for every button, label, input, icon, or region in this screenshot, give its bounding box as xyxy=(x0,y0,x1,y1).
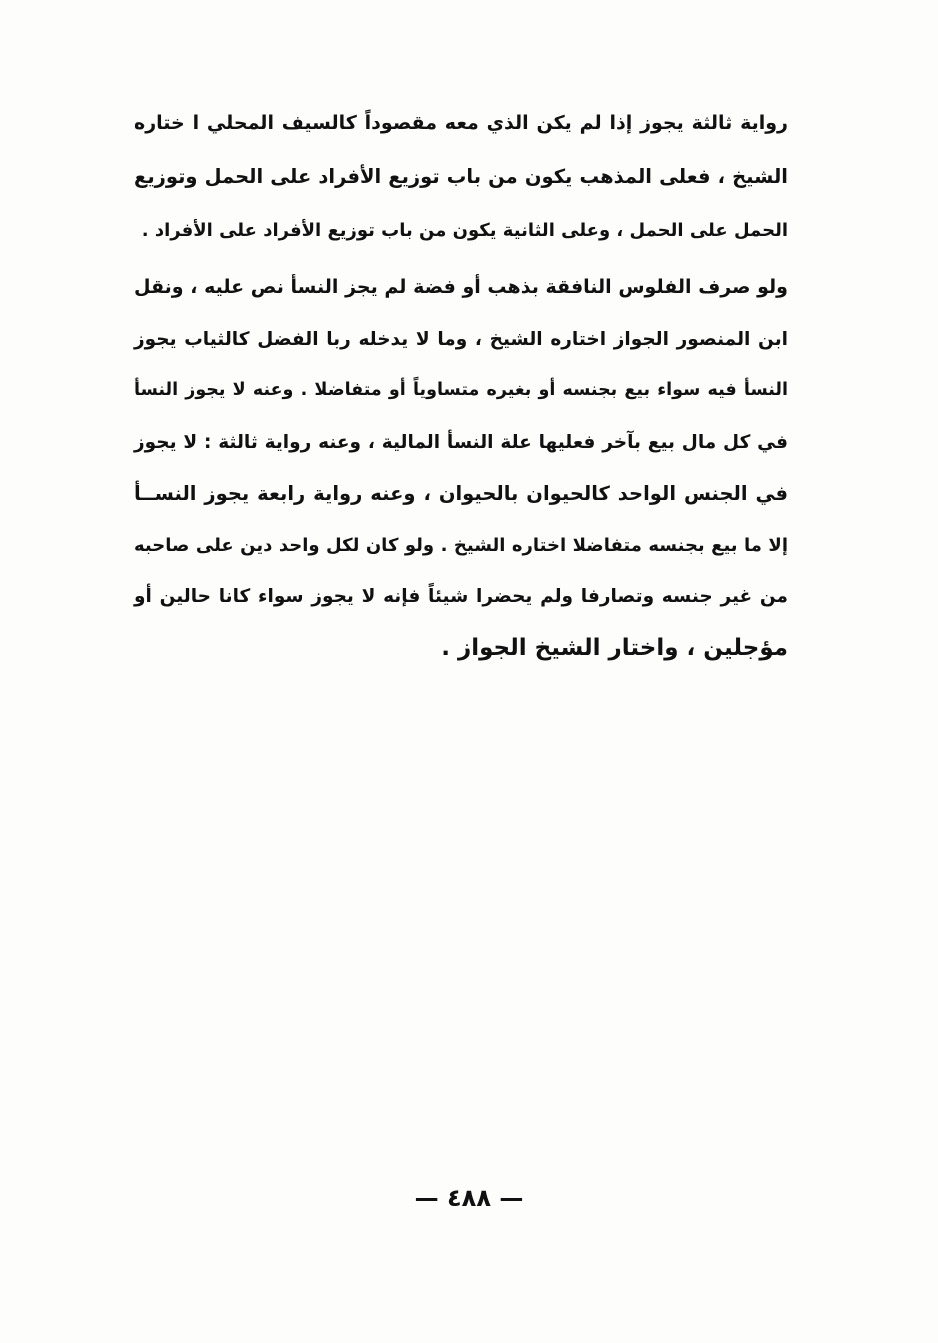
paragraph-1 xyxy=(134,96,788,258)
text-line: النسأ فيه سواء بيع بجنسه أو بغيره متساوياً أو متفاضلا . وعنه لا يجوز النسأ xyxy=(134,380,788,400)
text-line: رواية ثالثة يجوز إذا لم يكن الذي معه مقصوداً كالسيف المحلي ا ختاره xyxy=(134,112,788,134)
text-line: في الجنس الواحد كالحيوان بالحيوان ، وعنه رواية رابعة يجوز النســأ xyxy=(134,482,788,505)
text-line: الحمل على الحمل ، وعلى الثانية يكون من باب توزيع الأفراد على الأفراد . xyxy=(141,220,788,241)
paragraph-2 xyxy=(134,262,788,674)
text-line: في كل مال بيع بآخر فعليها علة النسأ المالية ، وعنه رواية ثالثة : لا يجوز xyxy=(134,431,788,453)
page-number: — ٤٨٨ — xyxy=(414,1184,524,1212)
text-line: مؤجلين ، واختار الشيخ الجواز . xyxy=(441,634,788,661)
text-line: إلا ما بيع بجنسه متفاضلا اختاره الشيخ . ولو كان لكل واحد دين على صاحبه xyxy=(134,534,788,556)
text-line: ابن المنصور الجواز اختاره الشيخ ، وما لا يدخله ربا الفضل كالثياب يجوز xyxy=(134,328,788,350)
text-line: من غير جنسه وتصارفا ولم يحضرا شيئاً فإنه لا يجوز سواء كانا حالين أو xyxy=(134,586,788,607)
text-line: ولو صرف الفلوس النافقة بذهب أو فضة لم يجز النسأ نص عليه ، ونقل xyxy=(134,276,788,298)
text-line: الشيخ ، فعلى المذهب يكون من باب توزيع الأفراد على الحمل وتوزيع xyxy=(134,165,788,188)
